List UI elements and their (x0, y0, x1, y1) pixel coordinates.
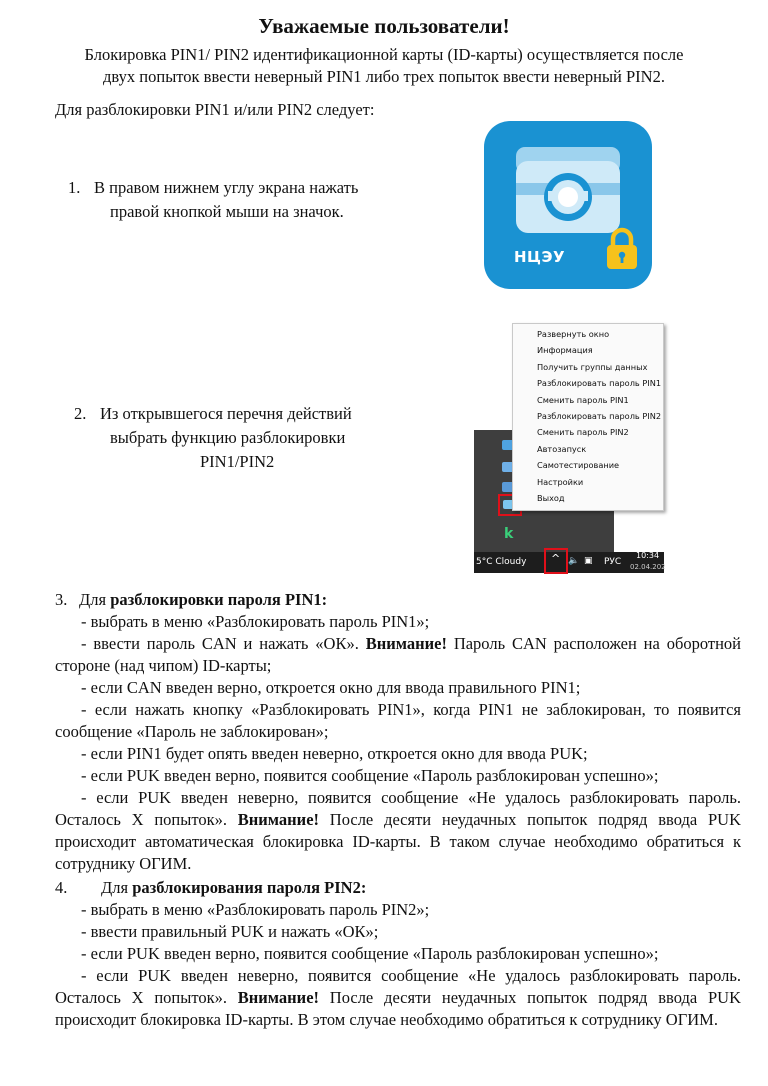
context-menu (512, 323, 664, 511)
menu-item-exit[interactable]: Выход (537, 492, 565, 503)
section-heading-bold: разблокировки пароля PIN1: (110, 590, 328, 609)
menu-item-settings[interactable]: Настройки (537, 476, 584, 487)
weather-text: 5°C Cloudy (476, 557, 527, 567)
section-heading: 4. Для разблокирования пароля PIN2: (55, 878, 367, 897)
menu-item-change-pin1[interactable]: Сменить пароль PIN1 (537, 394, 629, 405)
app-icon-label: НЦЭУ (514, 248, 566, 266)
paragraph-line: - если PUK введен неверно, появится сообщение «Не удалось разблокировать пароль. Осталось X попыток». Внимание! После десяти неудачных попыток подряд ввода PUK происходит блокировка ID-карты. В этом случае необходимо обратиться к сотруднику ОГИМ. (55, 966, 741, 1029)
menu-item-change-pin2[interactable]: Сменить пароль PIN2 (537, 427, 629, 438)
section-heading-bold: разблокирования пароля PIN2: (132, 878, 367, 897)
section-number: 4. (55, 878, 68, 897)
step-2 (74, 402, 414, 474)
menu-item-autostart[interactable]: Автозапуск (537, 443, 587, 454)
menu-item-expand[interactable]: Развернуть окно (537, 329, 610, 339)
menu-item-unblock-pin1[interactable]: Разблокировать пароль PIN1 (537, 378, 662, 389)
clock-date: 02.04.202 (630, 563, 666, 571)
menu-item-info[interactable]: Информация (537, 345, 593, 356)
section-3 (55, 589, 741, 875)
network-icon[interactable]: ▣ (584, 556, 593, 566)
menu-item-selftest[interactable]: Самотестирование (537, 460, 620, 471)
step-line: PIN1/PIN2 (200, 452, 275, 471)
intro-line: Блокировка PIN1/ PIN2 идентификационной карты (ID-карты) осуществляется после (84, 45, 684, 64)
step-line: правой кнопкой мыши на значок. (110, 202, 344, 221)
step-number: 1. (68, 178, 81, 197)
ncea-app-icon (484, 121, 652, 289)
paragraph-line: - ввести правильный PUK и нажать «ОК»; (81, 922, 379, 941)
paragraph-line: - ввести пароль CAN и нажать «ОК». Внимание! Пароль CAN расположен на оборотной стороне (над чипом) ID-карты; (55, 634, 742, 675)
paragraph-line: - если CAN введен верно, откроется окно для ввода правильного PIN1; (81, 678, 581, 697)
paragraph-line: - если PUK введен верно, появится сообщение «Пароль разблокирован успешно»; (81, 944, 659, 963)
highlight-box (544, 548, 568, 574)
section-number: 3. (55, 590, 68, 609)
section-heading: 3. Для разблокировки пароля PIN1: (55, 590, 328, 609)
step-line: В правом нижнем углу экрана нажать (94, 178, 359, 197)
step-line: выбрать функцию разблокировки (110, 428, 346, 447)
language-indicator[interactable]: РУС (604, 557, 622, 567)
paragraph-line: - если нажать кнопку «Разблокировать PIN1», когда PIN1 не заблокирован, то появится сообщение «Пароль не заблокирован»; (55, 700, 741, 741)
warning-label: Внимание! (237, 988, 320, 1007)
step-1 (68, 176, 448, 224)
paragraph-line: - если PIN1 будет опять введен неверно, откроется окно для ввода PUK; (81, 744, 588, 763)
paragraph-line: - выбрать в меню «Разблокировать пароль PIN1»; (81, 612, 430, 631)
warning-label: Внимание! (237, 810, 320, 829)
clock-time[interactable]: 10:34 (636, 551, 660, 560)
id-card-lock-icon (484, 121, 652, 289)
intro-text (48, 44, 720, 88)
step-number: 2. (74, 404, 87, 423)
lead-text: Для разблокировки PIN1 и/или PIN2 следует: (55, 100, 375, 119)
menu-item-get-data-groups[interactable]: Получить группы данных (537, 361, 648, 372)
page-title: Уважаемые пользователи! (258, 14, 510, 38)
chevron-up-icon[interactable]: ^ (551, 552, 561, 565)
section-4 (55, 877, 741, 1031)
intro-line: двух попыток ввести неверный PIN1 либо трех попыток ввести неверный PIN2. (103, 67, 665, 86)
paragraph-line: - выбрать в меню «Разблокировать пароль PIN2»; (81, 900, 430, 919)
k-tray-icon[interactable]: k (504, 526, 514, 542)
speaker-icon[interactable]: 🔈 (568, 556, 580, 566)
warning-label: Внимание! (365, 634, 447, 653)
taskbar (474, 552, 664, 573)
paragraph-line: - если PUK введен верно, появится сообщение «Пароль разблокирован успешно»; (81, 766, 659, 785)
menu-item-unblock-pin2[interactable]: Разблокировать пароль PIN2 (537, 410, 662, 421)
step-line: Из открывшегося перечня действий (100, 404, 352, 423)
paragraph-line: - если PUK введен неверно, появится сообщение «Не удалось разблокировать пароль. Осталось X попыток». Внимание! После десяти неудачных попыток подряд ввода PUK происходит автоматическая блокировка ID-карты. В таком случае необходимо обратиться к сотруднику ОГИМ. (55, 788, 741, 873)
